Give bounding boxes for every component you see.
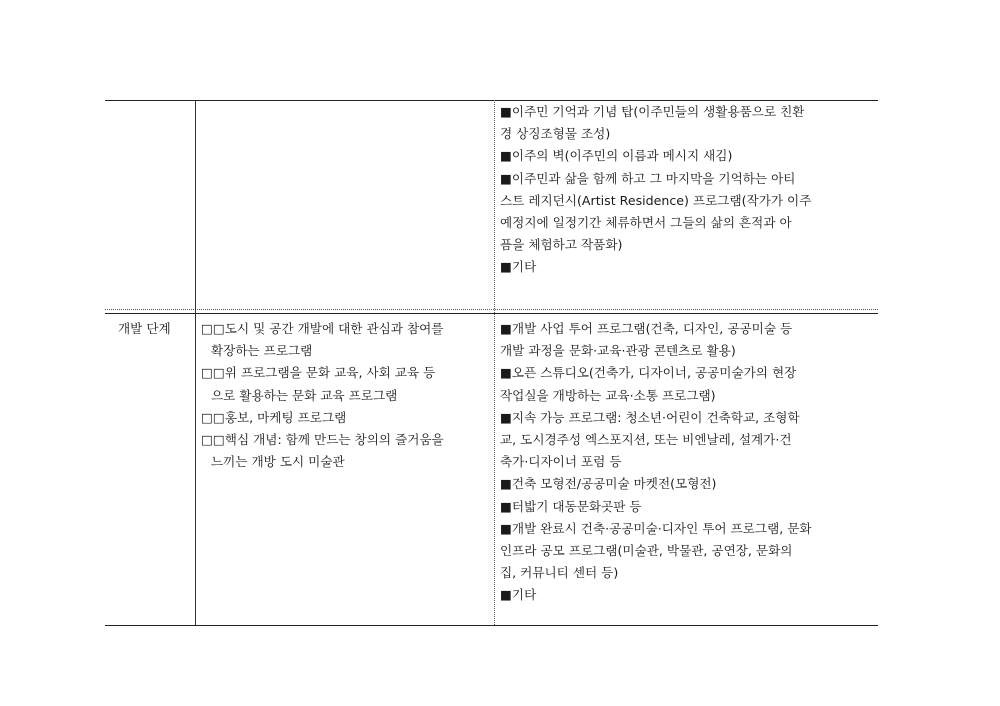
list-item: 인프라 공모 프로그램(미술관, 박물관, 공연장, 문화의 [500, 543, 793, 559]
top-row-activities [500, 101, 811, 279]
list-item: ■기타 [500, 259, 537, 275]
list-item: ■개발 완료시 건축·공공미술·디자인 투어 프로그램, 문화 [500, 520, 812, 536]
list-item: 경 상징조형물 조성) [500, 126, 611, 142]
stage-label: 개발 단계 [118, 321, 171, 336]
table-bottom-rule [105, 625, 878, 626]
row-divider-dotted [105, 309, 878, 310]
program-concept-list [201, 318, 444, 473]
top-row-activity-list [500, 101, 811, 279]
program-concepts [201, 318, 444, 473]
list-item: 집, 커뮤니티 센터 등) [500, 565, 619, 581]
list-item: ■오픈 스튜디오(건축가, 디자이너, 공공미술가의 현장 [500, 365, 797, 381]
list-item: ■이주의 벽(이주민의 이름과 메시지 새김) [500, 148, 733, 164]
list-item: □□위 프로그램을 문화 교육, 사회 교육 등 [201, 365, 436, 381]
list-item: ■건축 모형전/공공미술 마켓전(모형전) [500, 476, 717, 492]
list-item: ■이주민과 삶을 함께 하고 그 마지막을 기억하는 아티 [500, 170, 796, 186]
bottom-row-activities [500, 318, 812, 607]
list-item: 작업실을 개방하는 교육·소통 프로그램) [500, 387, 716, 403]
row-divider [105, 313, 878, 314]
bottom-row-activity-list [500, 318, 812, 607]
list-item: 예정지에 일정기간 체류하면서 그들의 삶의 흔적과 아 [500, 215, 792, 231]
list-item: ■지속 가능 프로그램: 청소년·어린이 건축학교, 조형학 [500, 409, 800, 425]
list-item: 확장하는 프로그램 [211, 343, 313, 359]
list-item: □□핵심 개념: 함께 만드는 창의의 즐거움을 [201, 432, 444, 448]
list-item: 스트 레지던시(Artist Residence) 프로그램(작가가 이주 [500, 192, 812, 208]
list-item: 픔을 체험하고 작품화) [500, 237, 623, 253]
list-item: ■기타 [500, 587, 537, 603]
list-item: 으로 활용하는 문화 교육 프로그램 [211, 387, 398, 403]
list-item: 개발 과정을 문화·교육·관광 콘텐츠로 활용) [500, 343, 736, 359]
list-item: ■개발 사업 투어 프로그램(건축, 디자인, 공공미술 등 [500, 321, 793, 336]
list-item: 축가·디자이너 포럼 등 [500, 454, 622, 470]
list-item: 교, 도시경주성 엑스포지션, 또는 비엔날레, 설계가·건 [500, 432, 792, 448]
list-item: □□홍보, 마케팅 프로그램 [201, 409, 347, 425]
list-item: ■터밟기 대동문화곳판 등 [500, 498, 642, 514]
list-item: □□도시 및 공간 개발에 대한 관심과 참여를 [201, 321, 444, 336]
list-item: 느끼는 개방 도시 미술관 [211, 454, 345, 470]
column-divider-1 [195, 100, 196, 625]
column-divider-2 [494, 100, 495, 625]
list-item: ■이주민 기억과 기념 탑(이주민들의 생활용품으로 친환 [500, 104, 805, 119]
